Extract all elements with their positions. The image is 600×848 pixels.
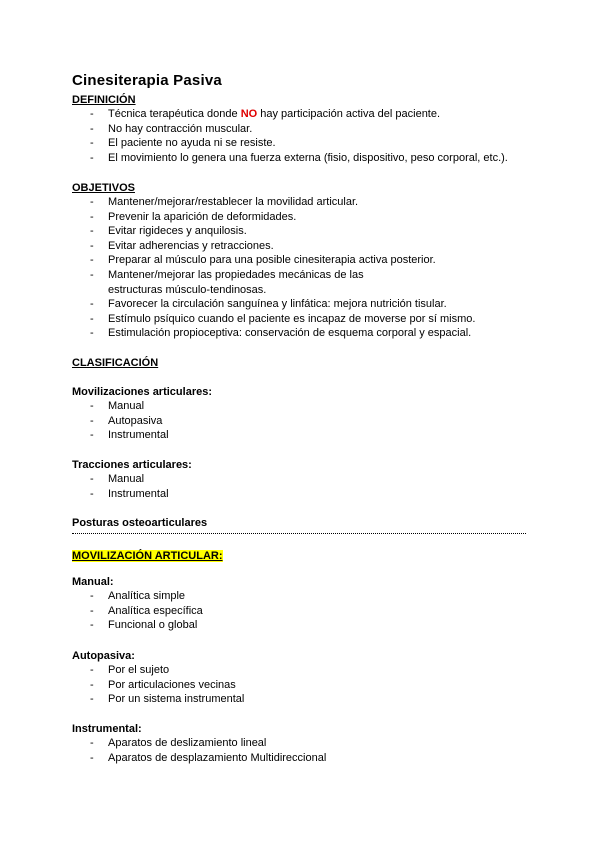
movilizacion-articular-heading: MOVILIZACIÓN ARTICULAR: <box>72 550 223 562</box>
list-item: - Prevenir la aparición de deformidades. <box>72 210 542 225</box>
list-item: - Evitar adherencias y retracciones. <box>72 239 542 254</box>
list-item: - Por el sujeto <box>72 663 542 678</box>
instrumental-group <box>72 722 542 765</box>
list-item: - Aparatos de deslizamiento lineal <box>72 736 542 751</box>
definicion-heading: DEFINICIÓN <box>72 94 136 106</box>
list-item: - El movimiento lo genera una fuerza externa (fisio, dispositivo, peso corporal, etc.). <box>72 151 542 166</box>
instrumental-heading: Instrumental: <box>72 723 142 735</box>
list-item: - Funcional o global <box>72 618 542 633</box>
objetivos-list <box>72 195 542 341</box>
movilizaciones-articulares-group <box>72 385 542 443</box>
dotted-divider <box>72 533 526 540</box>
definicion-section <box>72 93 542 165</box>
autopasiva-list <box>72 663 542 707</box>
list-item: - Evitar rigideces y anquilosis. <box>72 224 542 239</box>
list-item: - Estimulación propioceptiva: conservación de esquema corporal y espacial. <box>72 326 542 341</box>
no-emphasis: NO <box>240 108 258 120</box>
autopasiva-group <box>72 649 542 707</box>
definicion-item-text-after: hay participación activa del paciente. <box>257 108 441 120</box>
list-item: - Por articulaciones vecinas <box>72 678 542 693</box>
tracciones-articulares-heading: Tracciones articulares: <box>72 459 192 471</box>
list-item: - Preparar al músculo para una posible cinesiterapia activa posterior. <box>72 253 542 268</box>
list-item: - Aparatos de desplazamiento Multidireccional <box>72 751 542 766</box>
list-item: - Favorecer la circulación sanguínea y linfática: mejora nutrición tisular. <box>72 297 542 312</box>
posturas-osteoarticulares-group <box>72 516 542 530</box>
list-item: - Mantener/mejorar las propiedades mecánicas de las estructuras músculo-tendinosas. <box>72 268 542 297</box>
clasificacion-section <box>72 356 542 370</box>
definicion-list <box>72 107 542 165</box>
objetivos-section <box>72 181 542 341</box>
list-item: - Manual <box>72 472 542 487</box>
manual-heading: Manual: <box>72 576 114 588</box>
tracciones-list <box>72 472 542 501</box>
list-item: - Instrumental <box>72 428 542 443</box>
list-item: - Analítica específica <box>72 604 542 619</box>
list-item: - Por un sistema instrumental <box>72 692 542 707</box>
list-item: - Instrumental <box>72 487 542 502</box>
list-item: - El paciente no ayuda ni se resiste. <box>72 136 542 151</box>
posturas-osteoarticulares-heading: Posturas osteoarticulares <box>72 517 208 529</box>
list-item: - No hay contracción muscular. <box>72 122 542 137</box>
list-item: - Manual <box>72 399 542 414</box>
list-item <box>72 107 542 122</box>
list-item: - Autopasiva <box>72 414 542 429</box>
tracciones-articulares-group <box>72 458 542 501</box>
list-item: - Estímulo psíquico cuando el paciente es incapaz de moverse por sí mismo. <box>72 312 542 327</box>
manual-list <box>72 589 542 633</box>
movilizaciones-list <box>72 399 542 443</box>
definicion-item-text-before: Técnica terapéutica donde <box>108 108 241 120</box>
instrumental-list <box>72 736 542 765</box>
clasificacion-heading: CLASIFICACIÓN <box>72 357 159 369</box>
autopasiva-heading: Autopasiva: <box>72 650 135 662</box>
list-item: - Analítica simple <box>72 589 542 604</box>
manual-group <box>72 575 542 633</box>
movilizacion-articular-section <box>72 546 542 564</box>
movilizaciones-articulares-heading: Movilizaciones articulares: <box>72 386 212 398</box>
document-title: Cinesiterapia Pasiva <box>72 72 222 89</box>
list-item: - Mantener/mejorar/restablecer la movilidad articular. <box>72 195 542 210</box>
objetivos-heading: OBJETIVOS <box>72 182 135 194</box>
